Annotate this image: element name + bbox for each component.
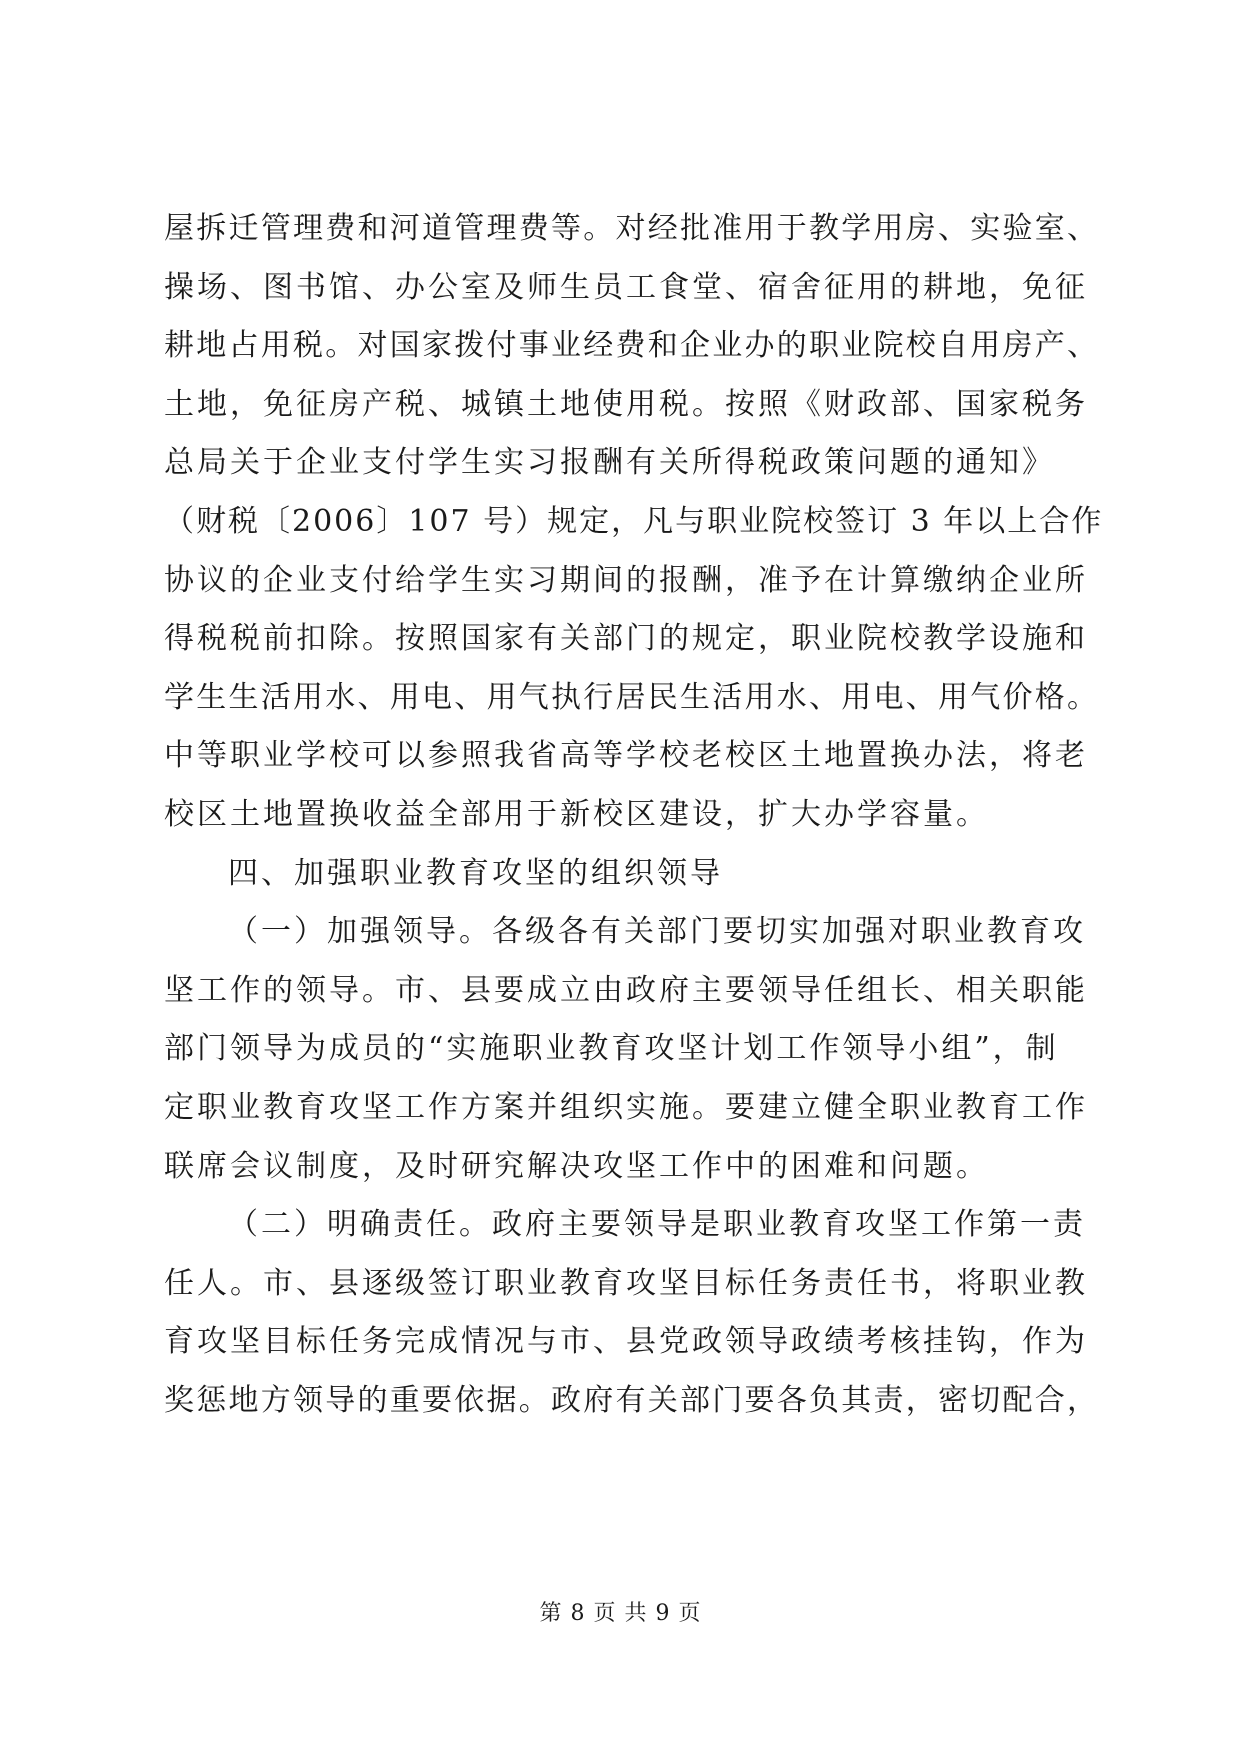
text-line: 任人。市、县逐级签订职业教育攻坚目标任务责任书，将职业教 (164, 1265, 1088, 1301)
section-heading: 四、加强职业教育攻坚的组织领导 (228, 855, 723, 891)
text-line: 校区土地置换收益全部用于新校区建设，扩大办学容量。 (164, 796, 989, 832)
text-line: 部门领导为成员的“实施职业教育攻坚计划工作领导小组”，制 (164, 1031, 1059, 1067)
text-line: 奖惩地方领导的重要依据。政府有关部门要各负其责，密切配合， (164, 1382, 1100, 1418)
text-line: 土地，免征房产税、城镇土地使用税。按照《财政部、国家税务 (164, 386, 1088, 422)
text-line: 耕地占用税。对国家拨付事业经费和企业办的职业院校自用房产、 (164, 328, 1100, 364)
text-line: 坚工作的领导。市、县要成立由政府主要领导任组长、相关职能 (164, 972, 1088, 1008)
text-line: 联席会议制度，及时研究解决攻坚工作中的困难和问题。 (164, 1148, 989, 1184)
text-line: 学生生活用水、用电、用气执行居民生活用水、用电、用气价格。 (164, 679, 1100, 715)
paragraph-start: （一）加强领导。各级各有关部门要切实加强对职业教育攻 (228, 914, 1086, 950)
text-line: 屋拆迁管理费和河道管理费等。对经批准用于教学用房、实验室、 (164, 211, 1100, 246)
text-line: 中等职业学校可以参照我省高等学校老校区土地置换办法，将老 (164, 738, 1088, 774)
text-line: 操场、图书馆、办公室及师生员工食堂、宿舍征用的耕地，免征 (164, 269, 1088, 305)
text-line: 得税税前扣除。按照国家有关部门的规定，职业院校教学设施和 (164, 621, 1088, 657)
text-line: 育攻坚目标任务完成情况与市、县党政领导政绩考核挂钩，作为 (164, 1324, 1088, 1360)
text-line: 协议的企业支付给学生实习期间的报酬，准予在计算缴纳企业所 (164, 562, 1088, 598)
page-number-footer: 第 8 页 共 9 页 (539, 1601, 702, 1626)
paragraph-start: （二）明确责任。政府主要领导是职业教育攻坚工作第一责 (228, 1207, 1086, 1243)
text-line: （财税〔2006〕107 号）规定，凡与职业院校签订 3 年以上合作 (164, 503, 1104, 539)
text-line: 定职业教育攻坚工作方案并组织实施。要建立健全职业教育工作 (164, 1089, 1088, 1125)
document-body (164, 200, 1104, 1430)
text-line: 总局关于企业支付学生实习报酬有关所得税政策问题的通知》 (164, 445, 1055, 481)
